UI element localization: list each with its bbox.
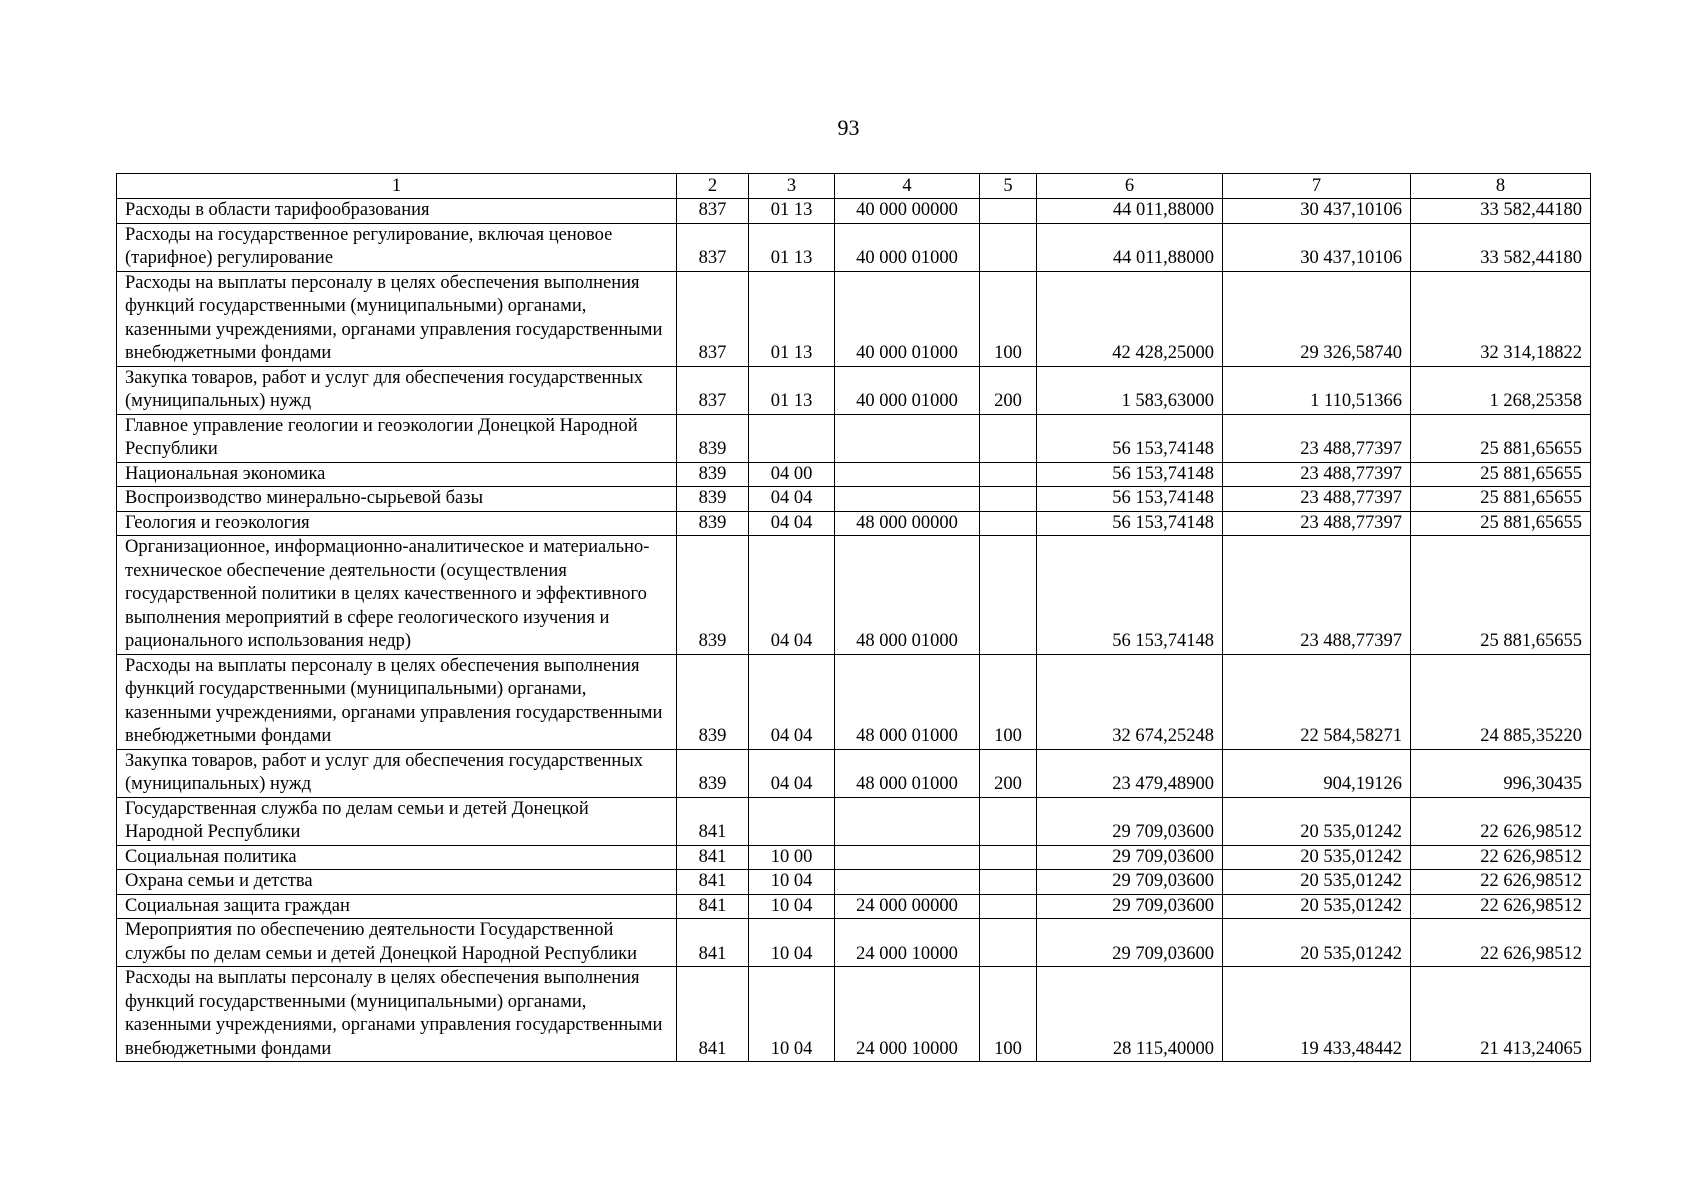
amount-col6-cell: 28 115,40000: [1037, 967, 1223, 1062]
section-code-cell: 04 04: [749, 511, 835, 536]
amount-col8-cell: 1 268,25358: [1411, 366, 1591, 414]
item-name-cell: Государственная служба по делам семьи и детей Донецкой Народной Республики: [117, 797, 677, 845]
expense-type-cell: [980, 536, 1037, 655]
expense-type-cell: 100: [980, 271, 1037, 366]
amount-col6-cell: 29 709,03600: [1037, 797, 1223, 845]
amount-col7-cell: 20 535,01242: [1223, 870, 1411, 895]
section-code-cell: [749, 797, 835, 845]
amount-col8-cell: 22 626,98512: [1411, 919, 1591, 967]
table-body: [117, 199, 1591, 1062]
amount-col8-cell: 32 314,18822: [1411, 271, 1591, 366]
amount-col8-cell: 25 881,65655: [1411, 536, 1591, 655]
column-header: 7: [1223, 174, 1411, 199]
table-row: [117, 487, 1591, 512]
amount-col8-cell: 33 582,44180: [1411, 223, 1591, 271]
amount-col6-cell: 56 153,74148: [1037, 414, 1223, 462]
budget-table: [116, 173, 1591, 1062]
amount-col7-cell: 23 488,77397: [1223, 511, 1411, 536]
table-row: [117, 919, 1591, 967]
column-header: 5: [980, 174, 1037, 199]
table-row: [117, 414, 1591, 462]
column-header: 2: [677, 174, 749, 199]
amount-col8-cell: 24 885,35220: [1411, 654, 1591, 749]
amount-col6-cell: 44 011,88000: [1037, 223, 1223, 271]
target-item-cell: [835, 462, 980, 487]
table-row: [117, 536, 1591, 655]
item-name-cell: Расходы в области тарифообразования: [117, 199, 677, 224]
section-code-cell: 04 04: [749, 654, 835, 749]
amount-col7-cell: 19 433,48442: [1223, 967, 1411, 1062]
expense-type-cell: [980, 894, 1037, 919]
target-item-cell: [835, 414, 980, 462]
department-code-cell: 841: [677, 967, 749, 1062]
amount-col8-cell: 996,30435: [1411, 749, 1591, 797]
target-item-cell: 40 000 00000: [835, 199, 980, 224]
expense-type-cell: [980, 223, 1037, 271]
item-name-cell: Социальная защита граждан: [117, 894, 677, 919]
amount-col8-cell: 22 626,98512: [1411, 870, 1591, 895]
expense-type-cell: [980, 487, 1037, 512]
expense-type-cell: [980, 414, 1037, 462]
department-code-cell: 841: [677, 845, 749, 870]
item-name-cell: Закупка товаров, работ и услуг для обеспечения государственных (муниципальных) нужд: [117, 366, 677, 414]
expense-type-cell: 100: [980, 654, 1037, 749]
table-row: [117, 894, 1591, 919]
department-code-cell: 839: [677, 487, 749, 512]
section-code-cell: 10 04: [749, 870, 835, 895]
amount-col7-cell: 23 488,77397: [1223, 462, 1411, 487]
item-name-cell: Расходы на выплаты персоналу в целях обеспечения выполнения функций государственными (муниципальными) органами, казенными учреждениями, органами управления государственными внебюджетными фондами: [117, 654, 677, 749]
section-code-cell: 10 00: [749, 845, 835, 870]
table-row: [117, 366, 1591, 414]
target-item-cell: [835, 797, 980, 845]
amount-col8-cell: 21 413,24065: [1411, 967, 1591, 1062]
expense-type-cell: 100: [980, 967, 1037, 1062]
amount-col6-cell: 29 709,03600: [1037, 845, 1223, 870]
item-name-cell: Главное управление геологии и геоэкологии Донецкой Народной Республики: [117, 414, 677, 462]
amount-col7-cell: 23 488,77397: [1223, 487, 1411, 512]
target-item-cell: 48 000 00000: [835, 511, 980, 536]
amount-col7-cell: 20 535,01242: [1223, 919, 1411, 967]
amount-col8-cell: 25 881,65655: [1411, 487, 1591, 512]
expense-type-cell: [980, 462, 1037, 487]
amount-col6-cell: 56 153,74148: [1037, 536, 1223, 655]
expense-type-cell: [980, 919, 1037, 967]
department-code-cell: 839: [677, 462, 749, 487]
department-code-cell: 841: [677, 894, 749, 919]
item-name-cell: Закупка товаров, работ и услуг для обеспечения государственных (муниципальных) нужд: [117, 749, 677, 797]
amount-col7-cell: 29 326,58740: [1223, 271, 1411, 366]
target-item-cell: 24 000 00000: [835, 894, 980, 919]
amount-col7-cell: 20 535,01242: [1223, 845, 1411, 870]
amount-col8-cell: 25 881,65655: [1411, 511, 1591, 536]
table-row: [117, 271, 1591, 366]
column-header: 6: [1037, 174, 1223, 199]
section-code-cell: [749, 414, 835, 462]
amount-col6-cell: 23 479,48900: [1037, 749, 1223, 797]
section-code-cell: 10 04: [749, 967, 835, 1062]
department-code-cell: 841: [677, 870, 749, 895]
amount-col6-cell: 32 674,25248: [1037, 654, 1223, 749]
department-code-cell: 839: [677, 414, 749, 462]
amount-col6-cell: 56 153,74148: [1037, 487, 1223, 512]
department-code-cell: 837: [677, 366, 749, 414]
amount-col7-cell: 1 110,51366: [1223, 366, 1411, 414]
department-code-cell: 839: [677, 749, 749, 797]
amount-col8-cell: 25 881,65655: [1411, 414, 1591, 462]
amount-col7-cell: 23 488,77397: [1223, 536, 1411, 655]
amount-col7-cell: 904,19126: [1223, 749, 1411, 797]
target-item-cell: 48 000 01000: [835, 654, 980, 749]
target-item-cell: [835, 870, 980, 895]
table-row: [117, 749, 1591, 797]
item-name-cell: Расходы на выплаты персоналу в целях обеспечения выполнения функций государственными (муниципальными) органами, казенными учреждениями, органами управления государственными внебюджетными фондами: [117, 967, 677, 1062]
department-code-cell: 841: [677, 797, 749, 845]
target-item-cell: 24 000 10000: [835, 967, 980, 1062]
amount-col6-cell: 56 153,74148: [1037, 511, 1223, 536]
expense-type-cell: [980, 870, 1037, 895]
expense-type-cell: [980, 845, 1037, 870]
amount-col8-cell: 22 626,98512: [1411, 894, 1591, 919]
target-item-cell: [835, 487, 980, 512]
target-item-cell: 48 000 01000: [835, 536, 980, 655]
column-header: 3: [749, 174, 835, 199]
item-name-cell: Социальная политика: [117, 845, 677, 870]
amount-col8-cell: 22 626,98512: [1411, 797, 1591, 845]
section-code-cell: 04 00: [749, 462, 835, 487]
expense-type-cell: [980, 511, 1037, 536]
amount-col6-cell: 44 011,88000: [1037, 199, 1223, 224]
table-row: [117, 967, 1591, 1062]
section-code-cell: 01 13: [749, 199, 835, 224]
table-row: [117, 845, 1591, 870]
amount-col6-cell: 29 709,03600: [1037, 870, 1223, 895]
item-name-cell: Национальная экономика: [117, 462, 677, 487]
item-name-cell: Организационное, информационно-аналитическое и материально-техническое обеспечение деятельности (осуществления государственной политики в целях качественного и эффективного выполнения мероприятий в сфере геологического изучения и рационального использования недр): [117, 536, 677, 655]
target-item-cell: 40 000 01000: [835, 366, 980, 414]
table-row: [117, 223, 1591, 271]
amount-col7-cell: 20 535,01242: [1223, 797, 1411, 845]
amount-col6-cell: 1 583,63000: [1037, 366, 1223, 414]
item-name-cell: Охрана семьи и детства: [117, 870, 677, 895]
amount-col8-cell: 33 582,44180: [1411, 199, 1591, 224]
department-code-cell: 837: [677, 223, 749, 271]
section-code-cell: 04 04: [749, 536, 835, 655]
target-item-cell: [835, 845, 980, 870]
department-code-cell: 841: [677, 919, 749, 967]
table-row: [117, 870, 1591, 895]
target-item-cell: 48 000 01000: [835, 749, 980, 797]
item-name-cell: Расходы на государственное регулирование, включая ценовое (тарифное) регулирование: [117, 223, 677, 271]
amount-col7-cell: 30 437,10106: [1223, 199, 1411, 224]
expense-type-cell: 200: [980, 749, 1037, 797]
table-row: [117, 511, 1591, 536]
target-item-cell: 40 000 01000: [835, 223, 980, 271]
column-header: 8: [1411, 174, 1591, 199]
amount-col7-cell: 30 437,10106: [1223, 223, 1411, 271]
item-name-cell: Мероприятия по обеспечению деятельности Государственной службы по делам семьи и детей Донецкой Народной Республики: [117, 919, 677, 967]
table-row: [117, 797, 1591, 845]
amount-col8-cell: 22 626,98512: [1411, 845, 1591, 870]
table-row: [117, 199, 1591, 224]
column-header: 4: [835, 174, 980, 199]
amount-col8-cell: 25 881,65655: [1411, 462, 1591, 487]
item-name-cell: Геология и геоэкология: [117, 511, 677, 536]
amount-col6-cell: 29 709,03600: [1037, 894, 1223, 919]
section-code-cell: 01 13: [749, 271, 835, 366]
amount-col6-cell: 56 153,74148: [1037, 462, 1223, 487]
table-row: [117, 654, 1591, 749]
department-code-cell: 839: [677, 536, 749, 655]
amount-col6-cell: 29 709,03600: [1037, 919, 1223, 967]
department-code-cell: 839: [677, 654, 749, 749]
amount-col6-cell: 42 428,25000: [1037, 271, 1223, 366]
section-code-cell: 01 13: [749, 223, 835, 271]
section-code-cell: 01 13: [749, 366, 835, 414]
amount-col7-cell: 23 488,77397: [1223, 414, 1411, 462]
column-header: 1: [117, 174, 677, 199]
page-number: 93: [837, 115, 860, 140]
item-name-cell: Расходы на выплаты персоналу в целях обеспечения выполнения функций государственными (муниципальными) органами, казенными учреждениями, органами управления государственными внебюджетными фондами: [117, 271, 677, 366]
table-header-row: [117, 174, 1591, 199]
expense-type-cell: [980, 199, 1037, 224]
section-code-cell: 04 04: [749, 487, 835, 512]
department-code-cell: 839: [677, 511, 749, 536]
amount-col7-cell: 20 535,01242: [1223, 894, 1411, 919]
table-row: [117, 462, 1591, 487]
target-item-cell: 40 000 01000: [835, 271, 980, 366]
section-code-cell: 04 04: [749, 749, 835, 797]
amount-col7-cell: 22 584,58271: [1223, 654, 1411, 749]
item-name-cell: Воспроизводство минерально-сырьевой базы: [117, 487, 677, 512]
department-code-cell: 837: [677, 271, 749, 366]
target-item-cell: 24 000 10000: [835, 919, 980, 967]
expense-type-cell: [980, 797, 1037, 845]
expense-type-cell: 200: [980, 366, 1037, 414]
section-code-cell: 10 04: [749, 894, 835, 919]
department-code-cell: 837: [677, 199, 749, 224]
section-code-cell: 10 04: [749, 919, 835, 967]
